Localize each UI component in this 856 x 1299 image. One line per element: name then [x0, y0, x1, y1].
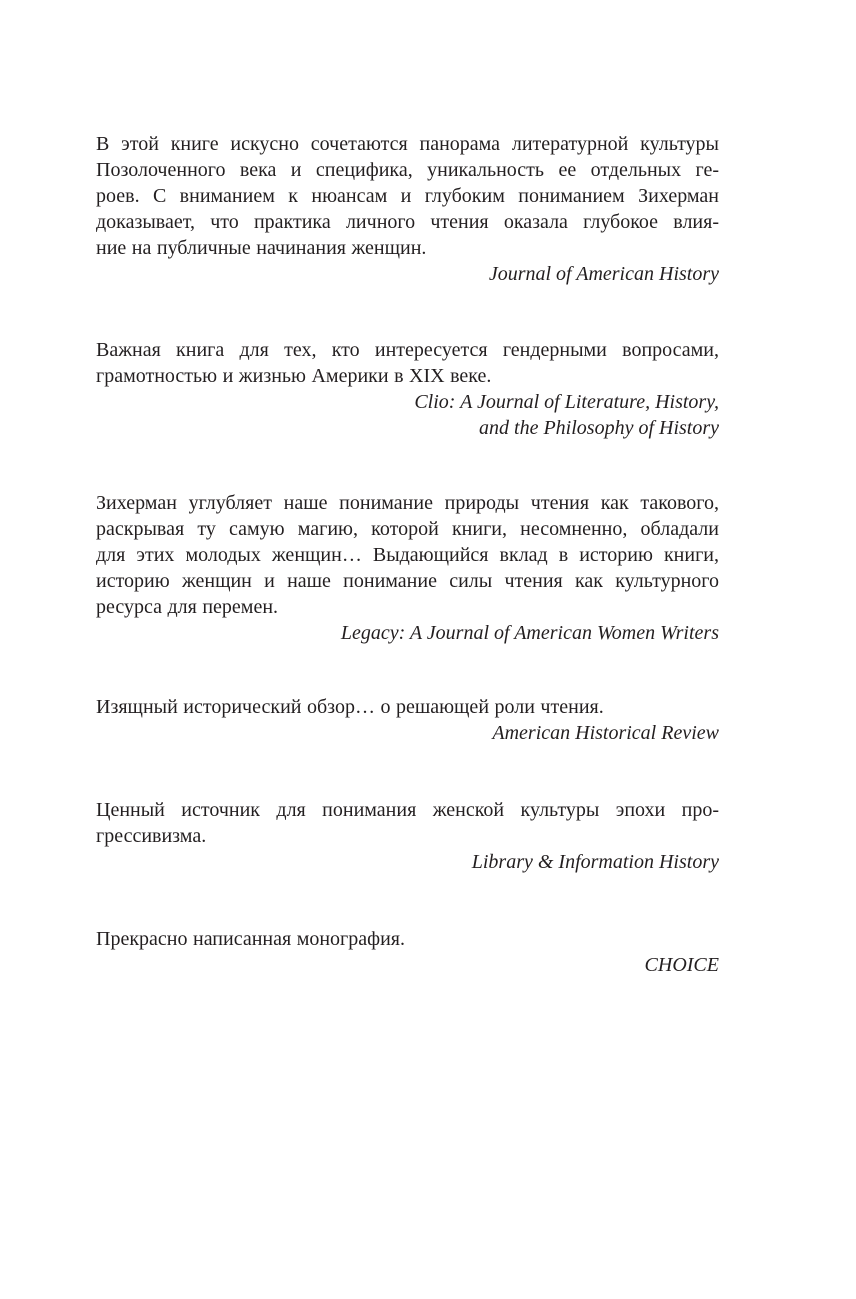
- quote-line: ние на публичные начинания женщин.: [96, 237, 427, 259]
- source-line: Clio: A Journal of Literature, History,: [414, 391, 719, 413]
- source-line: Library & Information History: [471, 851, 719, 873]
- review-1: [96, 131, 719, 287]
- review-quote: [96, 131, 719, 261]
- review-quote: [96, 926, 719, 952]
- quote-line: историю женщин и наше понимание силы чтения как культурного: [96, 570, 719, 592]
- source-line: Journal of American History: [488, 263, 719, 285]
- source-line: CHOICE: [644, 954, 719, 976]
- quote-line: Позолоченного века и специфика, уникальность ее отдельных ге-: [96, 159, 719, 181]
- quote-line: В этой книге искусно сочетаются панорама литературной культуры: [96, 133, 719, 155]
- source-line: Legacy: A Journal of American Women Writers: [340, 622, 719, 644]
- quote-line: роев. С вниманием к нюансам и глубоким пониманием Зихерман: [96, 185, 719, 207]
- review-4: [96, 694, 719, 746]
- review-2: [96, 337, 719, 441]
- quote-line: Изящный исторический обзор… о решающей роли чтения.: [96, 696, 604, 718]
- review-quote: [96, 337, 719, 389]
- quote-line: грессивизма.: [96, 825, 207, 847]
- quote-line: грамотностью и жизнью Америки в XIX веке.: [96, 365, 492, 387]
- review-quote: [96, 694, 719, 720]
- quote-line: доказывает, что практика личного чтения оказала глубокое влия-: [96, 211, 719, 233]
- review-source: [96, 389, 719, 441]
- review-quote: [96, 797, 719, 849]
- quote-line: Зихерман углубляет наше понимание природы чтения как такового,: [96, 492, 719, 514]
- quote-line: Ценный источник для понимания женской культуры эпохи про-: [96, 799, 719, 821]
- review-5: [96, 797, 719, 875]
- quote-line: раскрывая ту самую магию, которой книги, несомненно, обладали: [96, 518, 719, 540]
- source-line: and the Philosophy of History: [479, 417, 719, 439]
- review-6: [96, 926, 719, 978]
- review-source: [96, 261, 719, 287]
- review-source: [96, 952, 719, 978]
- quote-line: ресурса для перемен.: [96, 596, 279, 618]
- review-3: [96, 490, 719, 646]
- review-source: [96, 720, 719, 746]
- quote-line: Прекрасно написанная монография.: [96, 928, 405, 950]
- review-source: [96, 620, 719, 646]
- quote-line: для этих молодых женщин… Выдающийся вклад в историю книги,: [96, 544, 719, 566]
- review-quote: [96, 490, 719, 620]
- source-line: American Historical Review: [492, 722, 719, 744]
- quote-line: Важная книга для тех, кто интересуется гендерными вопросами,: [96, 339, 719, 361]
- review-source: [96, 849, 719, 875]
